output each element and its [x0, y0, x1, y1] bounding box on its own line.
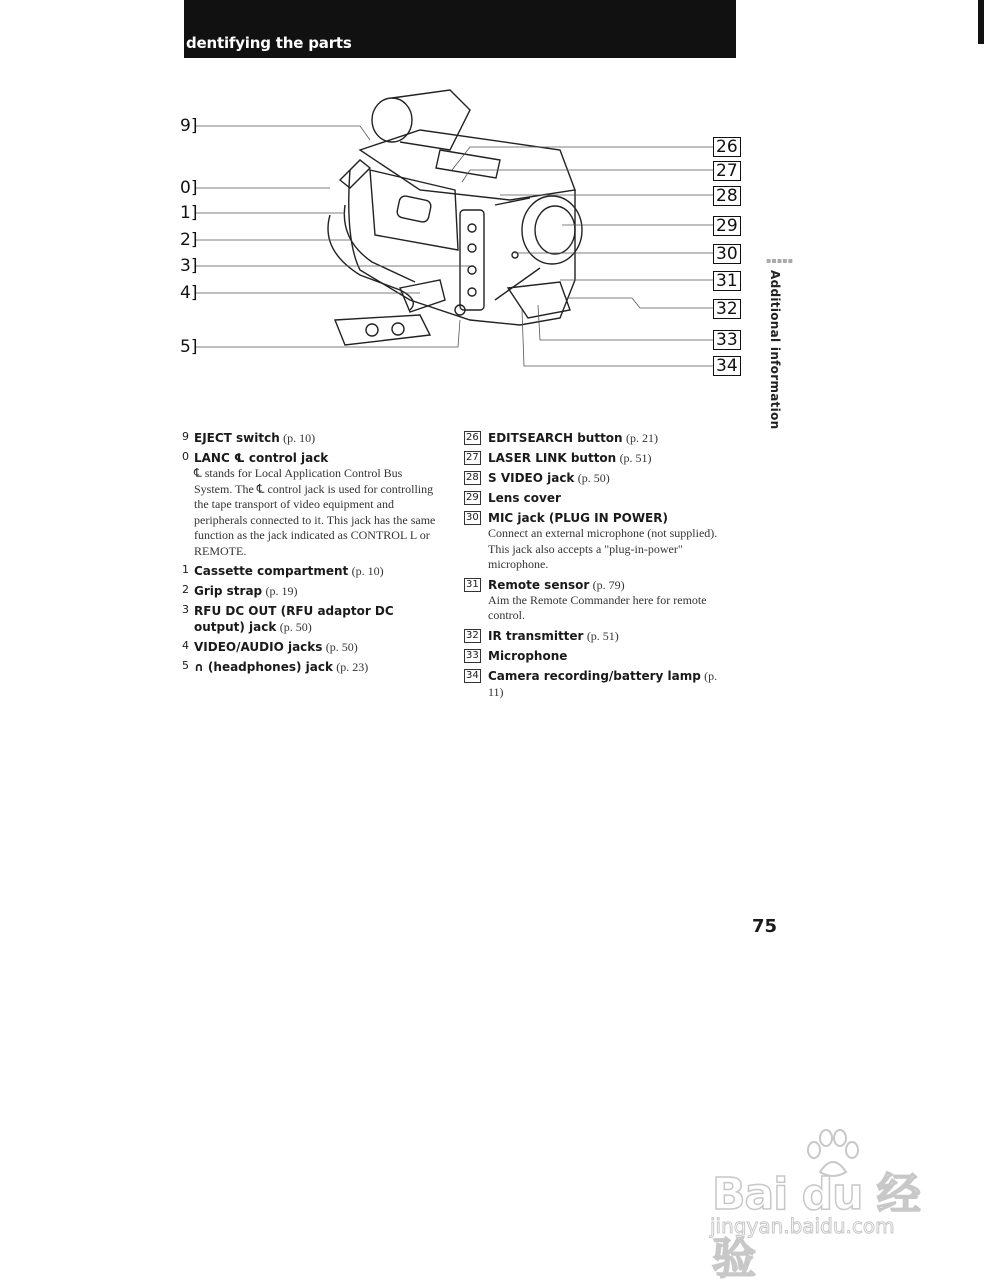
page-reference: (p. 23) [336, 660, 369, 674]
item-number: 31 [466, 578, 479, 590]
page-reference: (p. 10) [283, 431, 316, 445]
list-item [182, 450, 442, 559]
page-reference: (p. 50) [325, 640, 358, 654]
item-title: EDITSEARCH button [488, 431, 623, 445]
item-title: ∩ (headphones) jack [194, 660, 333, 674]
callout-28: 28 [713, 186, 741, 206]
list-item [464, 430, 734, 446]
section-tab: Additional information [768, 270, 782, 430]
page-reference: (p. 79) [592, 577, 625, 592]
page-reference: (p. 50) [279, 620, 312, 634]
item-title: Grip strap [194, 584, 263, 598]
camcorder-diagram [0, 0, 996, 420]
list-item [182, 659, 442, 675]
item-title: Cassette compartment [194, 564, 349, 578]
list-item [464, 470, 734, 486]
item-number: 29 [466, 492, 479, 503]
item-number: 34 [466, 669, 479, 681]
camcorder-illustration [0, 0, 996, 420]
list-item [182, 430, 442, 446]
item-number: 9 [182, 430, 189, 443]
callout-26: 26 [713, 137, 741, 157]
item-number: 33 [466, 649, 479, 661]
list-item [464, 490, 734, 506]
parts-list-right [464, 430, 734, 704]
item-title: LASER LINK button [488, 451, 617, 465]
item-title: LANC ℄ control jack [194, 451, 329, 465]
list-item [464, 450, 734, 466]
list-item [464, 668, 734, 700]
page-reference: (p. 19) [265, 584, 298, 598]
callout-27: 27 [713, 161, 741, 181]
callout-11: 1] [180, 203, 198, 223]
item-number: 32 [466, 629, 479, 641]
list-item [182, 639, 442, 655]
page-number: 75 [752, 916, 778, 937]
item-number: 26 [466, 432, 479, 443]
item-title: Lens cover [488, 491, 561, 505]
item-title: MIC jack (PLUG IN POWER) [488, 511, 668, 525]
parts-list-left [182, 430, 442, 679]
item-description: Connect an external microphone (not supplied). This jack also accepts a "plug-in-power" microphone. [488, 526, 718, 571]
callout-29: 29 [713, 216, 741, 236]
list-item [182, 583, 442, 599]
watermark-url: jingyan.baidu.com [710, 1214, 895, 1238]
page-reference: (p. 51) [619, 451, 652, 465]
item-number: 30 [466, 512, 479, 523]
item-title: VIDEO/AUDIO jacks [194, 640, 323, 654]
callout-12: 2] [180, 230, 198, 250]
page-reference: (p. 11) [488, 668, 718, 699]
callout-13: 3] [180, 256, 198, 276]
callout-33: 33 [713, 330, 741, 350]
list-item [182, 563, 442, 579]
item-description: ℄ stands for Local Application Control Bus System. The ℄ control jack is used for controlling the tape transport of video equipment and peripherals connected to it. This jack has the same function as the jack indicated as CONTROL L or REMOTE. [194, 466, 436, 558]
page-reference: (p. 51) [586, 628, 619, 643]
item-title: EJECT switch [194, 431, 280, 445]
item-number: 4 [182, 639, 189, 652]
item-title: S VIDEO jack [488, 471, 575, 485]
callout-10: 0] [180, 178, 198, 198]
callout-15: 5] [180, 337, 198, 357]
callout-34: 34 [713, 356, 741, 376]
side-tab-decoration: ▪▪▪▪▪ [766, 256, 794, 265]
callout-32: 32 [713, 299, 741, 319]
item-title: Camera recording/battery lamp [488, 668, 701, 683]
item-number: 2 [182, 583, 189, 596]
item-number: 5 [182, 659, 189, 672]
watermark-logo: Bai du 经验 [712, 1169, 920, 1284]
list-item [464, 628, 734, 644]
item-number: 0 [182, 450, 189, 463]
page-reference: (p. 10) [351, 564, 384, 578]
callout-9: 9] [180, 116, 198, 136]
list-item [464, 510, 734, 573]
item-description: Aim the Remote Commander here for remote control. [488, 592, 707, 622]
item-title: Remote sensor [488, 577, 590, 592]
item-title: Microphone [488, 648, 568, 663]
item-title: RFU DC OUT (RFU adaptor DC output) jack [194, 604, 394, 634]
item-number: 3 [182, 603, 189, 616]
page-reference: (p. 50) [577, 471, 610, 485]
list-item [182, 603, 442, 635]
callout-31: 31 [713, 271, 741, 291]
page-title: dentifying the parts [186, 34, 352, 52]
item-number: 27 [466, 452, 479, 463]
callout-14: 4] [180, 283, 198, 303]
list-item [464, 577, 734, 624]
list-item [464, 648, 734, 664]
item-number: 1 [182, 563, 189, 576]
watermark [706, 1128, 946, 1284]
callout-30: 30 [713, 244, 741, 264]
item-number: 28 [466, 472, 479, 483]
item-title: IR transmitter [488, 628, 584, 643]
page-reference: (p. 21) [625, 431, 658, 445]
